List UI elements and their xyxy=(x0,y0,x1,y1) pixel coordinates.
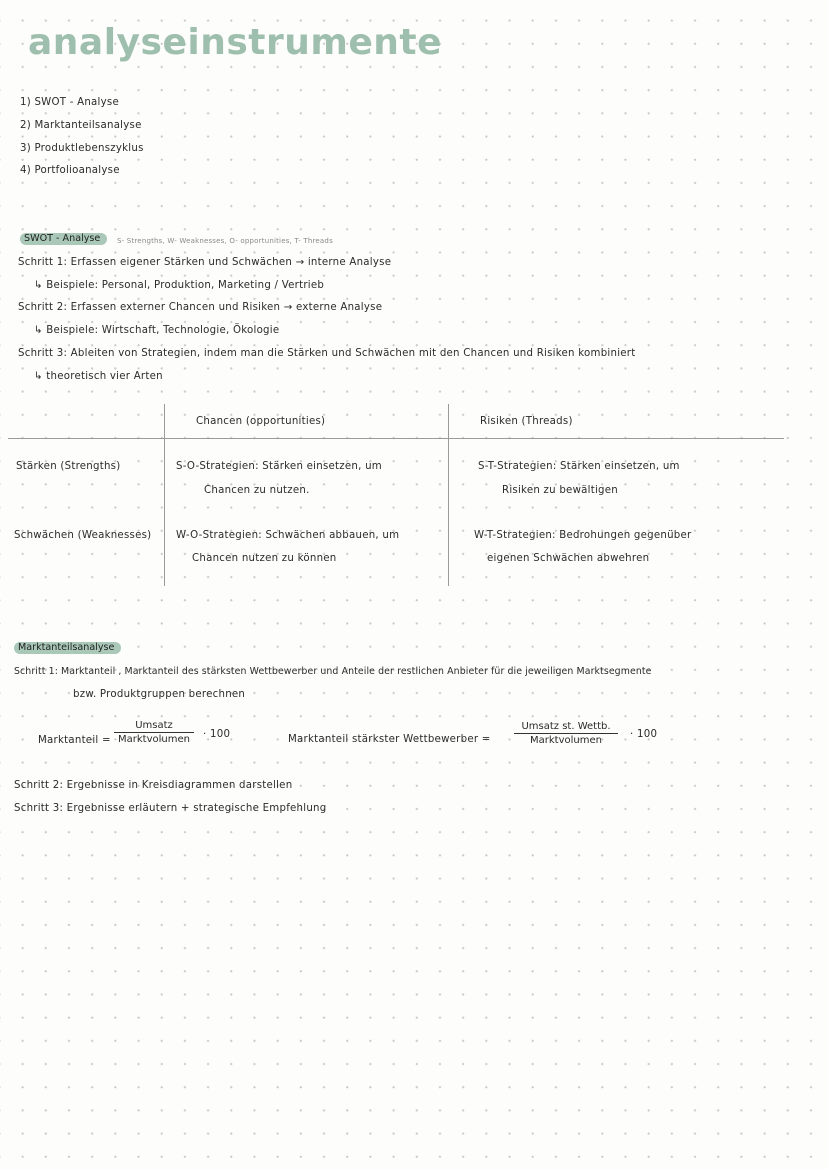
matrix-divider-right xyxy=(448,404,449,586)
markt-step-1-line-1: Schritt 1: Marktanteil , Marktanteil des stärksten Wettbewerber und Anteile der restlichen Anbieter für die jeweiligen Marktsegmente xyxy=(14,666,652,677)
formula-staerkster-numerator: Umsatz st. Wettb. xyxy=(514,721,618,734)
matrix-divider-left xyxy=(164,404,165,586)
toc-item-portfolio: 4) Portfolioanalyse xyxy=(20,165,120,176)
swot-step-3: Schritt 3: Ableiten von Strategien, indem man die Stärken und Schwächen mit den Chancen und Risiken kombiniert xyxy=(18,348,636,359)
formula-marktanteil-label: Marktanteil = xyxy=(38,735,111,746)
markt-heading: Marktanteilsanalyse xyxy=(14,642,121,654)
wt-strategy-line-2: eigenen Schwächen abwehren xyxy=(487,553,650,564)
matrix-row-schwaechen: Schwächen (Weaknesses) xyxy=(14,530,152,541)
toc-item-swot: 1) SWOT - Analyse xyxy=(20,97,119,108)
formula-staerkster-factor: · 100 xyxy=(630,729,658,740)
formula-marktanteil-denominator: Marktvolumen xyxy=(118,734,190,745)
markt-step-3: Schritt 3: Ergebnisse erläutern + strategische Empfehlung xyxy=(14,803,327,814)
st-strategy-line-1: S-T-Strategien: Stärken einsetzen, um xyxy=(478,461,680,472)
swot-step-2-example: ↳ Beispiele: Wirtschaft, Technologie, Ökologie xyxy=(34,325,280,336)
so-strategy-line-2: Chancen zu nutzen. xyxy=(204,485,310,496)
markt-step-1-line-2: bzw. Produktgruppen berechnen xyxy=(73,689,246,700)
page-title: analyseinstrumente xyxy=(28,22,443,63)
toc-item-marktanteil: 2) Marktanteilsanalyse xyxy=(20,120,142,131)
formula-staerkster-label: Marktanteil stärkster Wettbewerber = xyxy=(288,734,491,745)
wt-strategy-line-1: W-T-Strategien: Bedrohungen gegenüber xyxy=(474,530,692,541)
markt-step-2: Schritt 2: Ergebnisse in Kreisdiagrammen darstellen xyxy=(14,780,293,791)
formula-staerkster-denominator: Marktvolumen xyxy=(530,735,602,746)
swot-step-1: Schritt 1: Erfassen eigener Stärken und Schwächen → interne Analyse xyxy=(18,257,392,268)
matrix-header-line xyxy=(8,438,784,439)
wo-strategy-line-1: W-O-Strategien: Schwächen abbauen, um xyxy=(176,530,400,541)
swot-legend: S- Strengths, W- Weaknesses, O- opportunities, T- Threads xyxy=(117,237,333,245)
wo-strategy-line-2: Chancen nutzen zu können xyxy=(192,553,337,564)
formula-marktanteil-factor: · 100 xyxy=(203,729,231,740)
formula-staerkster-fraction xyxy=(514,721,618,746)
toc-item-produktlebenszyklus: 3) Produktlebenszyklus xyxy=(20,143,144,154)
formula-marktanteil-numerator: Umsatz xyxy=(114,720,194,733)
formula-marktanteil-fraction xyxy=(114,720,194,745)
swot-step-2: Schritt 2: Erfassen externer Chancen und Risiken → externe Analyse xyxy=(18,302,383,313)
so-strategy-line-1: S-O-Strategien: Stärken einsetzen, um xyxy=(176,461,382,472)
swot-heading: SWOT - Analyse xyxy=(20,233,107,245)
matrix-row-staerken: Stärken (Strengths) xyxy=(16,461,121,472)
matrix-col-chancen: Chancen (opportunities) xyxy=(196,416,326,427)
st-strategy-line-2: Risiken zu bewältigen xyxy=(502,485,618,496)
matrix-col-risiken: Risiken (Threads) xyxy=(480,416,573,427)
swot-step-3-note: ↳ theoretisch vier Arten xyxy=(34,371,163,382)
swot-step-1-example: ↳ Beispiele: Personal, Produktion, Marketing / Vertrieb xyxy=(34,280,325,291)
